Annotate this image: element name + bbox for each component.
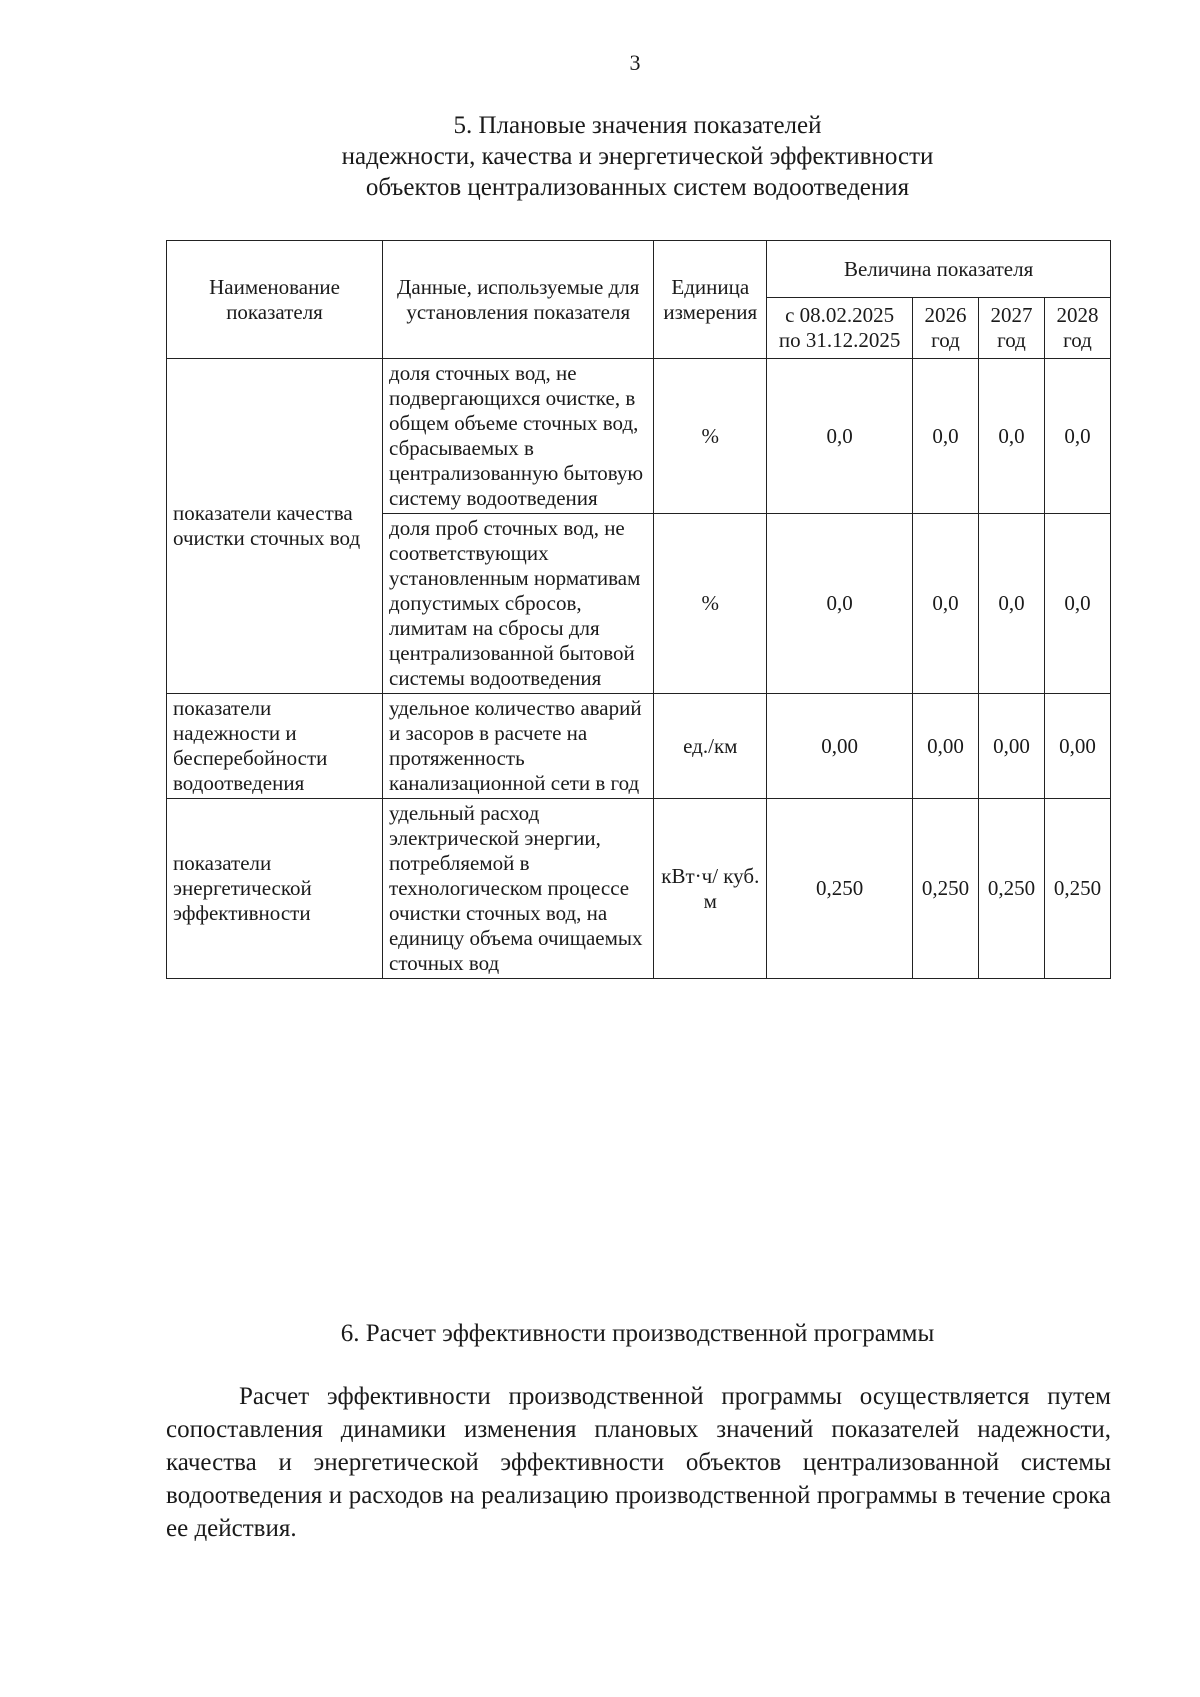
indicator-value: 0,00 [767, 694, 913, 799]
indicator-source-data: доля проб сточных вод, не соответствующих установленным нормативам допустимых сбросов, лимитам на сбросы для централизованной бытовой системы водоотведения [383, 514, 654, 694]
indicator-unit: кВт·ч/ куб. м [654, 799, 767, 979]
indicator-group-name: показатели качества очистки сточных вод [167, 359, 383, 694]
indicator-source-data: удельное количество аварий и засоров в расчете на протяженность канализационной сети в год [383, 694, 654, 799]
indicator-value: 0,00 [978, 694, 1044, 799]
header-unit: Единица измерения [654, 241, 767, 359]
indicator-value: 0,0 [1044, 359, 1110, 514]
header-period: с 08.02.2025 по 31.12.2025 [767, 298, 913, 359]
section-6-paragraph: Расчет эффективности производственной программы осуществляется путем сопоставления динамики изменения плановых значений показателей надежности, качества и энергетической эффективности объектов централизованной системы водоотведения и расходов на реализацию производственной программы в течение срока ее действия. [166, 1383, 1111, 1542]
indicator-unit: ед./км [654, 694, 767, 799]
indicator-source-data: доля сточных вод, не подвергающихся очистке, в общем объеме сточных вод, сбрасываемых в централизованную бытовую систему водоотведения [383, 359, 654, 514]
indicator-value: 0,250 [767, 799, 913, 979]
page-number: 3 [629, 50, 641, 75]
header-indicator-value: Величина показателя [767, 241, 1111, 298]
header-indicator-name: Наименование показателя [167, 241, 383, 359]
table-row [167, 694, 1111, 799]
indicator-value: 0,0 [913, 359, 979, 514]
indicator-value: 0,250 [913, 799, 979, 979]
section-5-title [0, 110, 1200, 203]
indicator-unit: % [654, 359, 767, 514]
indicator-value: 0,250 [978, 799, 1044, 979]
header-period: 2027 год [978, 298, 1044, 359]
indicators-table [166, 240, 1111, 979]
indicator-value: 0,250 [1044, 799, 1110, 979]
table-header-row [167, 241, 1111, 298]
indicator-value: 0,0 [767, 359, 913, 514]
indicator-value: 0,00 [913, 694, 979, 799]
indicator-value: 0,0 [767, 514, 913, 694]
indicator-group-name: показатели энергетической эффективности [167, 799, 383, 979]
header-period: 2028 год [1044, 298, 1110, 359]
section-6-title: 6. Расчет эффективности производственной программы [340, 1320, 935, 1347]
indicator-unit: % [654, 514, 767, 694]
table-row [167, 799, 1111, 979]
header-period: 2026 год [913, 298, 979, 359]
section-5-title-line: надежности, качества и энергетической эффективности [341, 143, 934, 170]
indicator-value: 0,0 [1044, 514, 1110, 694]
indicator-value: 0,0 [913, 514, 979, 694]
section-5-title-line: 5. Плановые значения показателей [453, 112, 822, 139]
indicator-value: 0,0 [978, 359, 1044, 514]
indicator-value: 0,00 [1044, 694, 1110, 799]
section-5-title-line: объектов централизованных систем водоотведения [365, 174, 910, 201]
indicator-source-data: удельный расход электрической энергии, потребляемой в технологическом процессе очистки сточных вод, на единицу объема очищаемых сточных вод [383, 799, 654, 979]
header-source-data: Данные, используемые для установления показателя [383, 241, 654, 359]
indicator-value: 0,0 [978, 514, 1044, 694]
indicator-group-name: показатели надежности и бесперебойности водоотведения [167, 694, 383, 799]
table-row [167, 359, 1111, 514]
